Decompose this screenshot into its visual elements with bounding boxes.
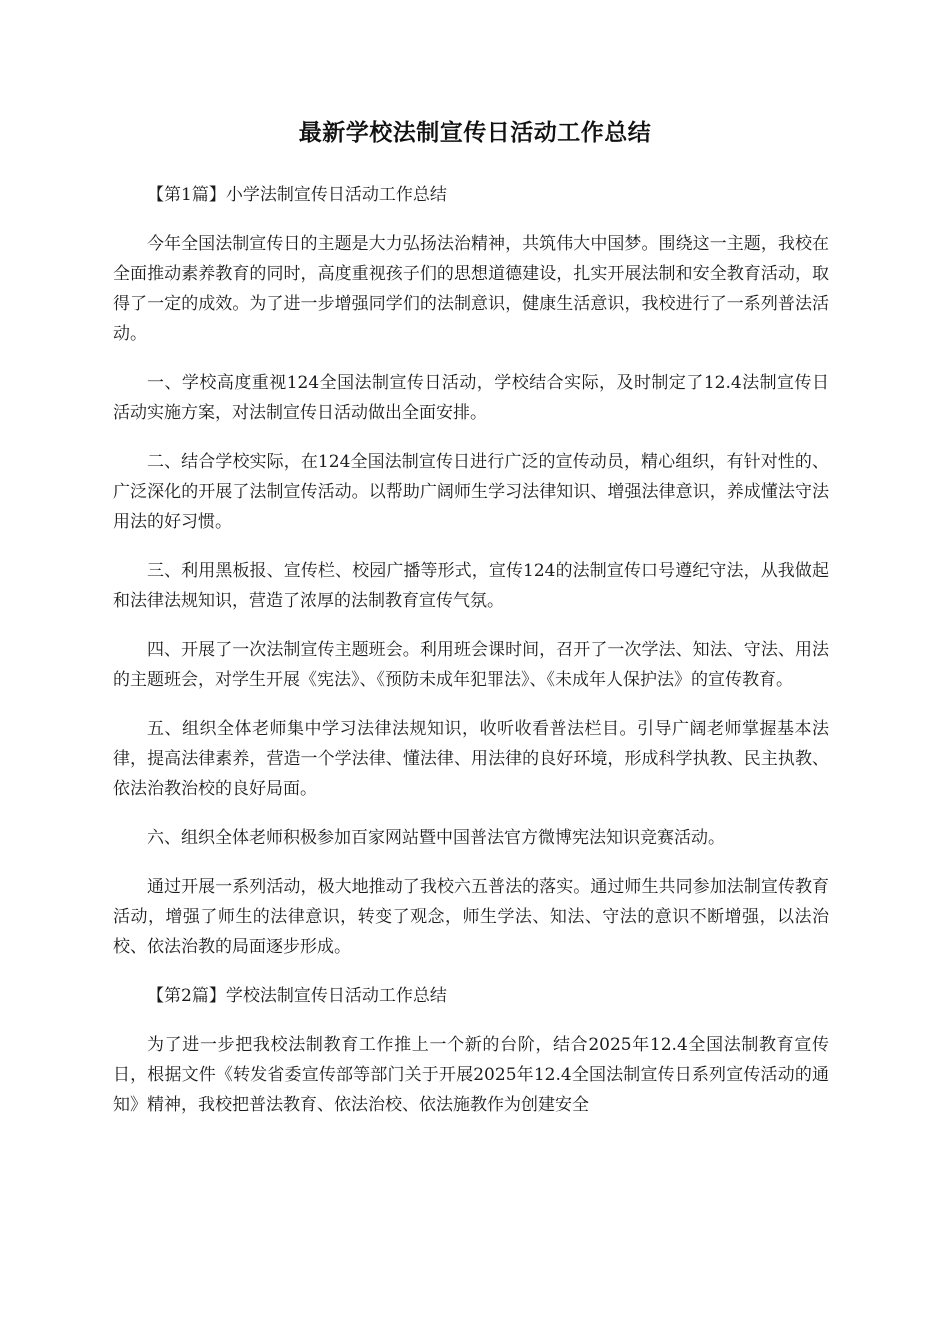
paragraph: 六、组织全体老师积极参加百家网站暨中国普法官方微博宪法知识竞赛活动。 bbox=[147, 828, 725, 848]
section-heading-1: 【第1篇】小学法制宣传日活动工作总结 bbox=[147, 185, 447, 205]
document-body bbox=[113, 180, 829, 1139]
paragraph: 四、开展了一次法制宣传主题班会。利用班会课时间，召开了一次学法、知法、守法、用法的主题班会，对学生开展《宪法》、《预防未成年犯罪法》、《未成年人保护法》的宣传教育。 bbox=[113, 640, 829, 690]
paragraph: 一、学校高度重视124全国法制宣传日活动，学校结合实际，及时制定了12.4法制宣传日活动实施方案，对法制宣传日活动做出全面安排。 bbox=[113, 373, 829, 423]
paragraph: 二、结合学校实际，在124全国法制宣传日进行广泛的宣传动员，精心组织，有针对性的、广泛深化的开展了法制宣传活动。以帮助广阔师生学习法律知识、增强法律意识，养成懂法守法用法的好习惯。 bbox=[113, 452, 829, 532]
paragraph: 五、组织全体老师集中学习法律法规知识，收听收看普法栏目。引导广阔老师掌握基本法律，提高法律素养，营造一个学法律、懂法律、用法律的良好环境，形成科学执教、民主执教、依法治教治校的良好局面。 bbox=[113, 719, 829, 799]
paragraph: 今年全国法制宣传日的主题是大力弘扬法治精神，共筑伟大中国梦。围绕这一主题，我校在全面推动素养教育的同时，高度重视孩子们的思想道德建设，扎实开展法制和安全教育活动，取得了一定的成效。为了进一步增强同学们的法制意识，健康生活意识，我校进行了一系列普法活动。 bbox=[113, 234, 829, 344]
document-title: 最新学校法制宣传日活动工作总结 bbox=[298, 119, 652, 146]
paragraph: 三、利用黑板报、宣传栏、校园广播等形式，宣传124的法制宣传口号遵纪守法，从我做起和法律法规知识，营造了浓厚的法制教育宣传气氛。 bbox=[113, 561, 829, 611]
paragraph: 为了进一步把我校法制教育工作推上一个新的台阶，结合2025年12.4全国法制教育宣传日，根据文件《转发省委宣传部等部门关于开展2025年12.4全国法制宣传日系列宣传活动的通知》精神，我校把普法教育、依法治校、依法施教作为创建安全 bbox=[113, 1035, 829, 1115]
section-heading-2: 【第2篇】学校法制宣传日活动工作总结 bbox=[147, 986, 447, 1006]
paragraph: 通过开展一系列活动，极大地推动了我校六五普法的落实。通过师生共同参加法制宣传教育活动，增强了师生的法律意识，转变了观念，师生学法、知法、守法的意识不断增强，以法治校、依法治教的局面逐步形成。 bbox=[113, 877, 829, 957]
